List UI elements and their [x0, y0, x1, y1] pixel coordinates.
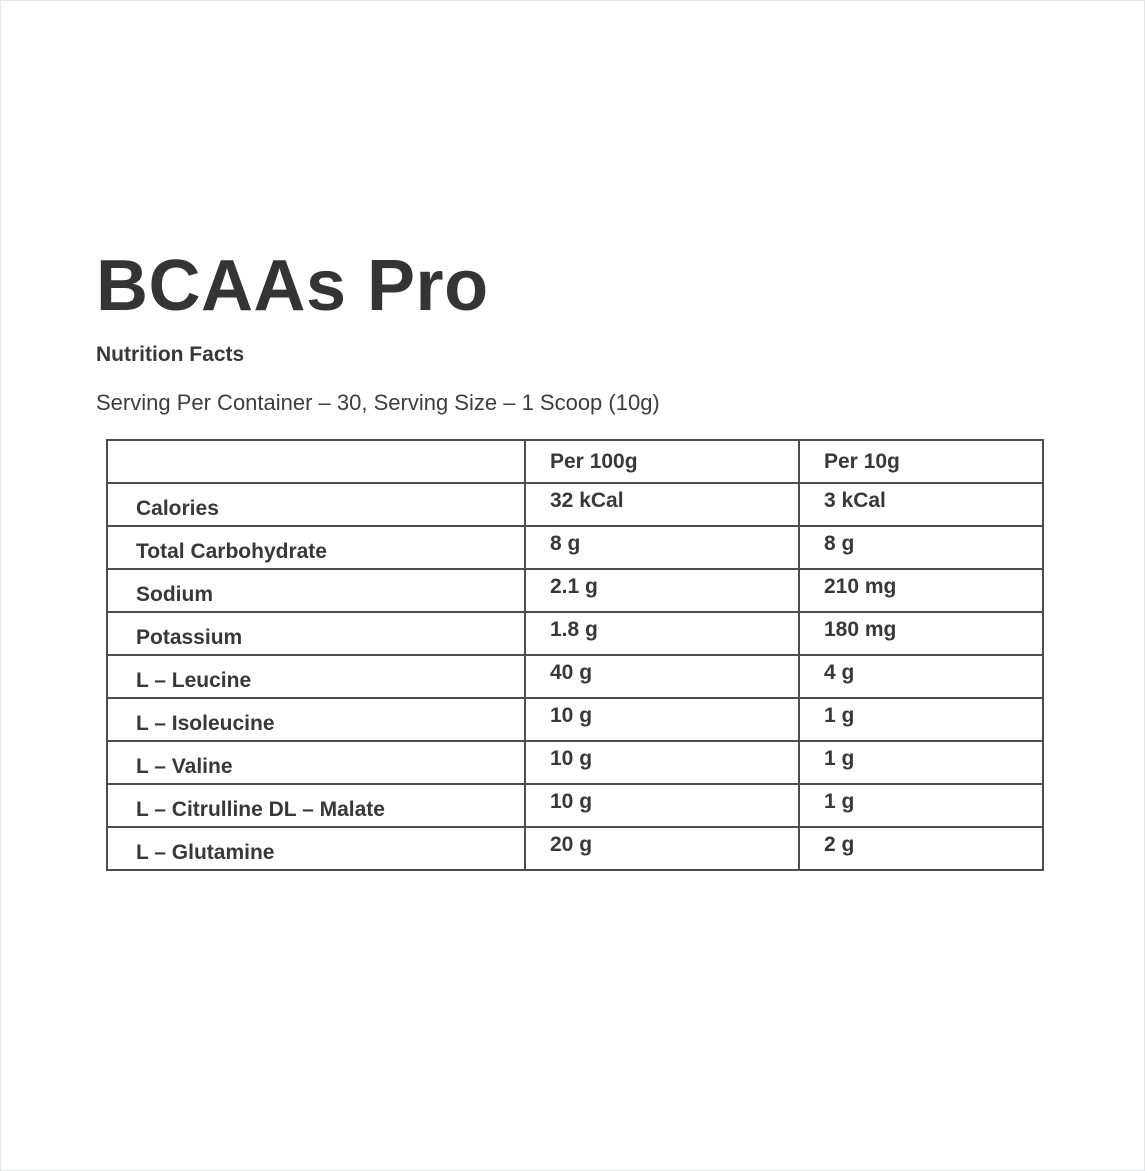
table-row [107, 655, 1043, 698]
row-label: L – Isoleucine [107, 698, 525, 741]
value-per-100g: 10 g [525, 741, 799, 784]
table-row [107, 741, 1043, 784]
row-label: Total Carbohydrate [107, 526, 525, 569]
value-per-10g: 210 mg [799, 569, 1043, 612]
table-header-row [107, 440, 1043, 483]
value-per-100g: 20 g [525, 827, 799, 870]
table-row [107, 698, 1043, 741]
label-content [1, 1, 1144, 871]
table-row [107, 827, 1043, 870]
value-per-100g: 1.8 g [525, 612, 799, 655]
value-per-100g: 40 g [525, 655, 799, 698]
value-per-10g: 8 g [799, 526, 1043, 569]
value-per-10g: 1 g [799, 741, 1043, 784]
value-per-10g: 1 g [799, 698, 1043, 741]
serving-info: Serving Per Container – 30, Serving Size – 1 Scoop (10g) [96, 390, 660, 416]
row-label: Sodium [107, 569, 525, 612]
value-per-100g: 32 kCal [525, 483, 799, 526]
nutrition-facts-heading: Nutrition Facts [96, 343, 245, 367]
value-per-10g: 4 g [799, 655, 1043, 698]
nutrition-table [106, 439, 1044, 871]
value-per-10g: 2 g [799, 827, 1043, 870]
value-per-100g: 8 g [525, 526, 799, 569]
value-per-10g: 1 g [799, 784, 1043, 827]
row-label: L – Citrulline DL – Malate [107, 784, 525, 827]
value-per-10g: 180 mg [799, 612, 1043, 655]
table-row [107, 526, 1043, 569]
value-per-100g: 10 g [525, 698, 799, 741]
row-label: L – Valine [107, 741, 525, 784]
row-label: Calories [107, 483, 525, 526]
table-row [107, 569, 1043, 612]
table-row [107, 612, 1043, 655]
value-per-100g: 10 g [525, 784, 799, 827]
table-row [107, 784, 1043, 827]
page-title: BCAAs Pro [96, 246, 489, 326]
row-label: L – Leucine [107, 655, 525, 698]
column-header-per-10g: Per 10g [799, 440, 1043, 483]
value-per-10g: 3 kCal [799, 483, 1043, 526]
column-header-per-100g: Per 100g [525, 440, 799, 483]
row-label: Potassium [107, 612, 525, 655]
column-header-blank [107, 440, 525, 483]
row-label: L – Glutamine [107, 827, 525, 870]
table-row [107, 483, 1043, 526]
value-per-100g: 2.1 g [525, 569, 799, 612]
